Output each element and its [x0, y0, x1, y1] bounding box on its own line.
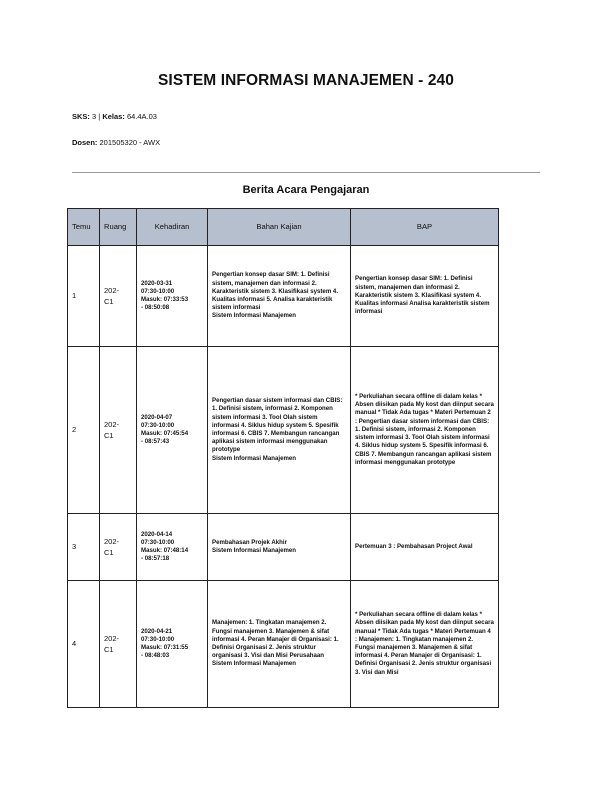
table-row	[68, 347, 499, 514]
cell-ruang: 202- C1	[100, 347, 137, 514]
bap-table	[67, 208, 499, 708]
cell-bahan-kajian: Pengertian konsep dasar SIM: 1. Definisi sistem, manajemen dan informasi 2. Karakteristik sistem 3. Klasifikasi system 4. Kualitas informasi 5. Analisa karakteristik sistem informasi Sistem Informasi Manajemen	[208, 246, 351, 347]
cell-bap: Pengertian konsep dasar SIM: 1. Definisi sistem, manajemen dan informasi 2. Karakteristik sistem 3. Klasifikasi system 4. Kualitas informasi Analisa karakteristik sistem informasi	[351, 246, 499, 347]
table-row	[68, 514, 499, 581]
cell-bap: * Perkuliahan secara offline di dalam kelas * Absen diisikan pada My kost dan diinput secara manual * Tidak Ada tugas * Materi Pertemuan 2 : Pengertian dasar sistem informasi dan CBIS: 1. Definisi sistem, informasi 2. Komponen sistem informasi 3. Tool Olah sistem informasi 4. Siklus hidup system 5. Spesifik informasi 6. CBIS 7. Membangun rancangan aplikasi sistem informasi menggunakan prototype	[351, 347, 499, 514]
table-row	[68, 246, 499, 347]
header-bahan-kajian: Bahan Kajian	[208, 209, 351, 246]
cell-ruang: 202- C1	[100, 514, 137, 581]
meta-line-dosen: Dosen: 201505320 - AWX	[72, 138, 161, 147]
cell-bahan-kajian: Pengertian dasar sistem informasi dan CBIS: 1. Definisi sistem, informasi 2. Komponen sistem informasi 3. Tool Olah sistem informasi 4. Siklus hidup system 5. Spesifik informasi 6. CBIS 7. Membangun rancangan aplikasi sistem informasi menggunakan prototype Sistem Informasi Manajemen	[208, 347, 351, 514]
header-bap: BAP	[351, 209, 499, 246]
cell-bap: Pertemuan 3 : Pembahasan Project Awal	[351, 514, 499, 581]
sks-value: 3	[92, 112, 97, 121]
cell-temu: 2	[68, 347, 100, 514]
cell-kehadiran: 2020-04-14 07:30-10:00 Masuk: 07:48:14 - 08:57:18	[137, 514, 208, 581]
meta-line-sks-kelas: SKS: 3 | Kelas: 64.4A.03	[72, 112, 157, 121]
cell-temu: 1	[68, 246, 100, 347]
cell-temu: 3	[68, 514, 100, 581]
course-title: SISTEM INFORMASI MANAJEMEN - 240	[157, 72, 454, 89]
kelas-label: Kelas	[102, 112, 123, 121]
cell-bahan-kajian: Manajemen: 1. Tingkatan manajemen 2. Fungsi manajemen 3. Manajemen & sifat informasi 4. Peran Manajer di Organisasi: 1. Definisi Organisasi 2. Jenis struktur organisasi 3. Visi dan Misi Perusahaan Sistem Informasi Manajemen	[208, 581, 351, 708]
cell-bahan-kajian: Pembahasan Projek Akhir Sistem Informasi Manajemen	[208, 514, 351, 581]
kelas-value: 64.4A.03	[126, 112, 157, 121]
cell-kehadiran: 2020-04-21 07:30-10:00 Masuk: 07:31:55 - 08:48:03	[137, 581, 208, 708]
cell-bap: * Perkuliahan secara offline di dalam kelas * Absen diisikan pada My kost dan diinput secara manual * Tidak Ada tugas * Materi Pertemuan 4 : Manajemen: 1. Tingkatan manajemen 2. Fungsi manajemen 3. Manajemen & sifat informasi 4. Peran Manajer di Organisasi: 1. Definisi Organisasi 2. Jenis struktur organisasi 3. Visi dan Misi	[351, 581, 499, 708]
header-temu: Temu	[68, 209, 100, 246]
table-row	[68, 581, 499, 708]
section-title: Berita Acara Pengajaran	[242, 184, 370, 196]
header-kehadiran: Kehadiran	[137, 209, 208, 246]
cell-kehadiran: 2020-03-31 07:30-10:00 Masuk: 07:33:53 - 08:50:08	[137, 246, 208, 347]
cell-ruang: 202- C1	[100, 246, 137, 347]
cell-ruang: 202- C1	[100, 581, 137, 708]
dosen-value: 201505320 - AWX	[99, 138, 161, 147]
cell-temu: 4	[68, 581, 100, 708]
divider	[72, 172, 540, 173]
sks-label: SKS	[72, 112, 88, 121]
dosen-label: Dosen	[72, 138, 95, 147]
cell-kehadiran: 2020-04-07 07:30-10:00 Masuk: 07:45:54 - 08:57:43	[137, 347, 208, 514]
header-ruang: Ruang	[100, 209, 137, 246]
table-header-row	[68, 209, 499, 246]
